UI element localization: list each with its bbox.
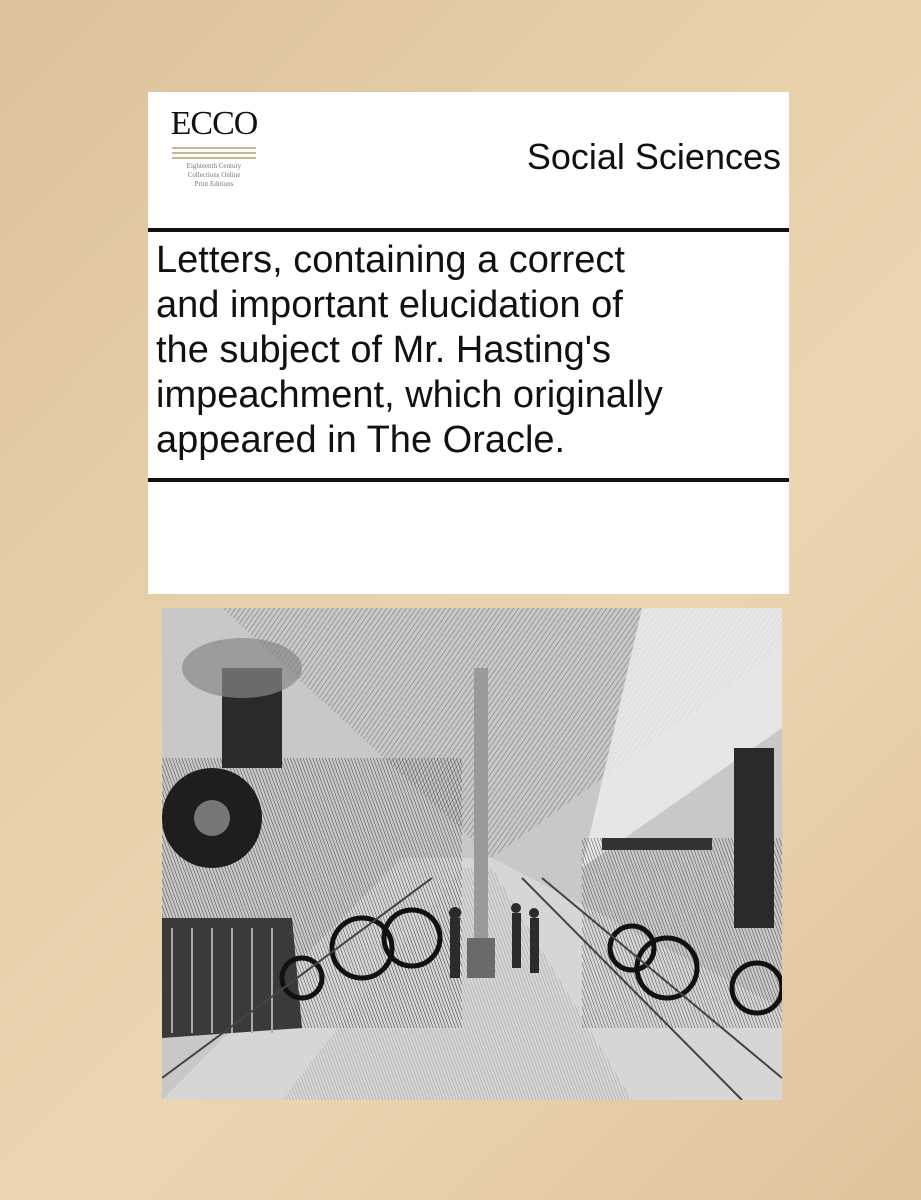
logo-caption-2: Collections Online (187, 171, 241, 179)
title-line: Letters, containing a correct (156, 239, 625, 281)
title-line: appeared in The Oracle. (156, 419, 566, 461)
ecco-logo (164, 104, 264, 224)
title-line: impeachment, which originally (156, 374, 663, 416)
cover-page (148, 92, 789, 594)
logo-caption-1: Eighteenth Century (186, 162, 242, 170)
book-title (156, 238, 786, 463)
logo-decoration (172, 147, 256, 159)
title-line: and important elucidation of (156, 284, 623, 326)
logo-mark: ECCO (170, 105, 258, 142)
series-label: Social Sciences (526, 136, 781, 177)
title-line: the subject of Mr. Hasting's (156, 329, 612, 371)
cover-illustration (162, 608, 782, 1100)
bottom-divider (148, 478, 789, 482)
logo-caption-3: Print Editions (194, 180, 234, 188)
top-divider (148, 228, 789, 232)
train-station-engraving (162, 608, 782, 1100)
